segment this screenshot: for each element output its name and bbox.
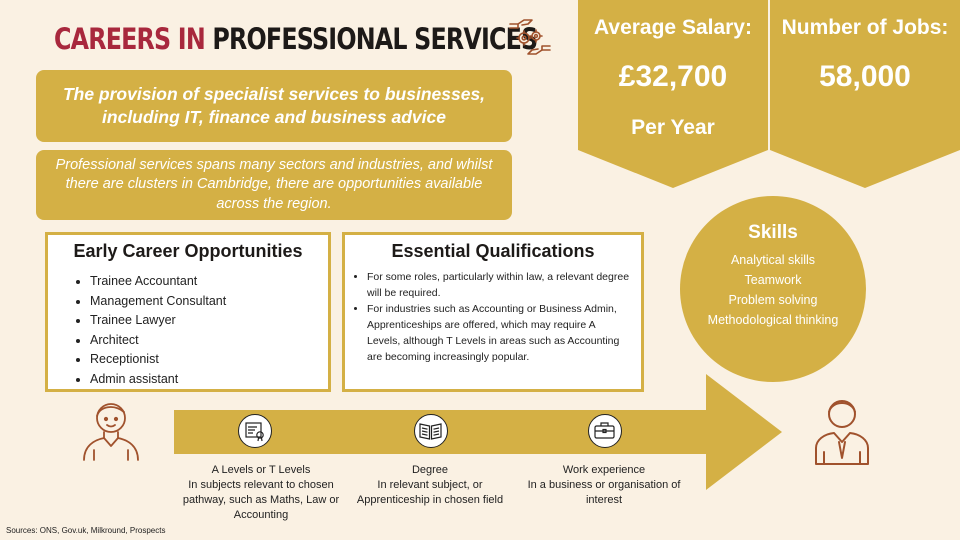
salary-label: Average Salary: bbox=[594, 16, 752, 39]
student-icon bbox=[80, 398, 142, 462]
qualifications-list bbox=[355, 269, 631, 365]
skills-heading: Skills bbox=[748, 222, 798, 243]
salary-period: Per Year bbox=[631, 116, 715, 139]
salary-value: £32,700 bbox=[618, 60, 728, 93]
list-item: • Architect bbox=[90, 331, 318, 351]
list-item: • For industries such as Accounting or Business Admin, Apprenticeships are offered, which may require A Levels, although T Levels in areas such as Accounting are becoming increasingly popular. bbox=[367, 301, 631, 365]
list-item: • Admin assistant bbox=[90, 370, 318, 390]
list-item: • Management Consultant bbox=[90, 292, 318, 312]
professional-icon bbox=[810, 396, 874, 466]
skill-item: Analytical skills bbox=[730, 253, 816, 267]
stage-detail: In relevant subject, or Apprenticeship in chosen field bbox=[356, 479, 504, 506]
qualifications-heading: Essential Qualifications bbox=[391, 241, 595, 261]
stage-caption bbox=[340, 463, 520, 508]
page-title: CAREERS IN PROFESSIONAL SERVICES bbox=[54, 22, 538, 56]
list-item: • Trainee Accountant bbox=[90, 272, 318, 292]
stage-caption bbox=[171, 463, 351, 523]
stage-detail: In subjects relevant to chosen pathway, such as Maths, Law or Accounting bbox=[182, 479, 340, 521]
jobs-label: Number of Jobs: bbox=[781, 16, 949, 39]
stage-title: A Levels or T Levels bbox=[211, 464, 311, 476]
list-item: • For some roles, particularly within law, a relevant degree will be required. bbox=[367, 269, 631, 301]
briefcase-icon bbox=[588, 414, 622, 448]
skill-item: Methodological thinking bbox=[707, 313, 839, 327]
intro-headline: The provision of specialist services to businesses, including IT, finance and business advice bbox=[62, 84, 486, 127]
list-item: • Trainee Lawyer bbox=[90, 311, 318, 331]
stage-detail: In a business or organisation of interest bbox=[527, 479, 681, 506]
stage-title: Work experience bbox=[562, 464, 646, 476]
skill-item: Teamwork bbox=[744, 273, 802, 287]
certificate-icon bbox=[238, 414, 272, 448]
sources-note: Sources: ONS, Gov.uk, Milkround, Prospects bbox=[6, 526, 166, 535]
skill-item: Problem solving bbox=[728, 293, 818, 307]
intro-body: Professional services spans many sectors and industries, and whilst there are clusters in Cambridge, there are opportunities available across the region. bbox=[55, 156, 493, 212]
skills-block bbox=[668, 222, 878, 330]
qualifications-panel bbox=[342, 232, 644, 392]
early-career-heading: Early Career Opportunities bbox=[73, 241, 303, 261]
early-career-panel bbox=[45, 232, 331, 392]
jobs-value: 58,000 bbox=[819, 60, 911, 93]
stage-caption bbox=[514, 463, 694, 508]
stage-title: Degree bbox=[411, 464, 449, 476]
list-item: • Receptionist bbox=[90, 350, 318, 370]
book-icon bbox=[414, 414, 448, 448]
